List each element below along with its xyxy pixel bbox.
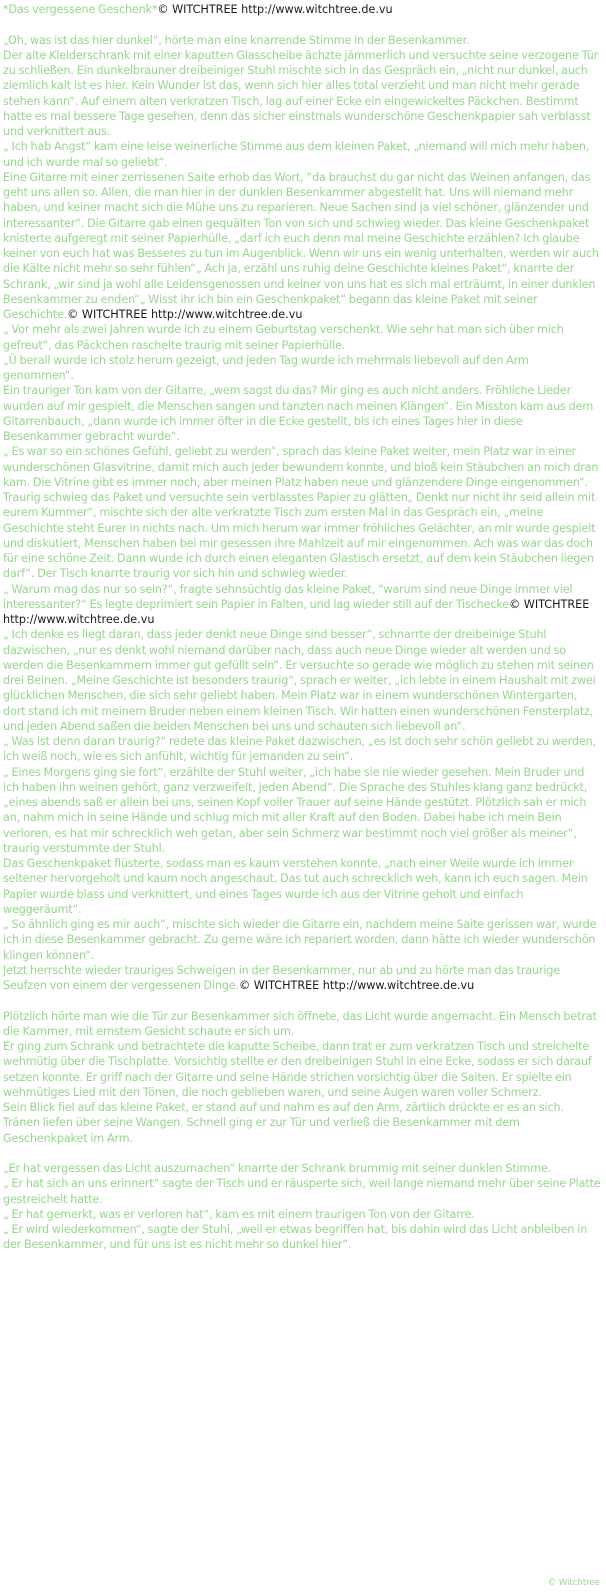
watermark: © WITCHTREE http://www.witchtree.de.vu bbox=[157, 3, 393, 16]
paragraph: „ Was ist denn daran traurig?“ redete das kleine Paket dazwischen, „es ist doch sehr schön geliebt zu werden, ich weiß noch, wie es sich anfühlt, wichtig für jemanden zu sein“. bbox=[3, 735, 596, 764]
paragraph-text: Jetzt herrschte wieder trauriges Schweigen in der Besenkammer, nur ab und zu hörte man das traurige Seufzen von einem der vergessenen Dinge. bbox=[3, 963, 561, 992]
paragraph: „Er hat vergessen das Licht auszumachen“ knarrte der Schrank brummig mit seiner dunklen Stimme. bbox=[3, 1162, 552, 1175]
paragraph: „ So ähnlich ging es mir auch“, mischte sich wieder die Gitarre ein, nachdem meine Saite gerissen war, wurde ich in diese Besenkammer gebracht. Zu gerne wäre ich repariert worden, dann hätte ich wieder wunderschön klingen können“. bbox=[3, 918, 597, 962]
paragraph: „ Vor mehr als zwei Jahren wurde ich zu einem Geburtstag verschenkt. Wie sehr hat man sich über mich gefreut“, das Päckchen raschelte traurig mit seiner Papierhülle. bbox=[3, 323, 564, 352]
paragraph: Der alte Kleiderschrank mit einer kaputten Glasscheibe ächzte jämmerlich und versuchte seine verzogene Tür zu schließen. Ein dunkelbrauner dreibeiniger Stuhl mischte sich in das Gespräch ein, „nicht nur dunkel, auch ziemlich kalt ist es hier. Kein Wunder ist das, wenn sich hier alles total verzieht und man nicht mehr gerade stehen kann“. Auf einem alten verkratzen Tisch, lag auf einer Ecke ein eingewickeltes Päckchen. Bestimmt hatte es mal bessere Tage gesehen, denn das sicher einstmals wunderschöne Geschenkpapier sah verblasst und verknittert aus. bbox=[3, 48, 599, 138]
paragraph: „ Er hat sich an uns erinnert“ sagte der Tisch und er räusperte sich, weil lange niemand mehr über seine Platte gestreichelt hatte. bbox=[3, 1177, 601, 1206]
paragraph bbox=[3, 170, 601, 323]
watermark: © WITCHTREE http://www.witchtree.de.vu bbox=[67, 308, 303, 321]
paragraph: „ Ich denke es liegt daran, dass jeder denkt neue Dinge sind besser“, schnarrte der dreibeinige Stuhl dazwischen, „nur es denkt wohl niemand darüber nach, dass auch neue Dinge wieder alt werden und so werden die Besenkammern immer gut gefüllt sein“. Er versuchte so gerade wie möglich zu stehen mit seinen drei Beinen. „Meine Geschichte ist besonders traurig“, sprach er weiter, „ich lebte in einem Haushalt mit zwei glücklichen Menschen, die sich sehr geliebt haben. Mein Platz war in einem wunderschönen Wintergarten, dort stand ich mit meinem Bruder neben einem kleinen Tisch. Wir hatten einen wunderschönen Fensterplatz, und jeden Abend saßen die beiden Menschen bei uns und schauten sich liebevoll an“. bbox=[3, 628, 596, 733]
spacer bbox=[3, 1146, 601, 1161]
paragraph: Ein trauriger Ton kam von der Gitarre, „wem sagst du das? Mir ging es auch nicht anders. Fröhliche Lieder wurden auf mir gespielt, die Menschen sangen und tanzten nach meinen Klängen“. Ein Misston kam aus dem Gitarrenbauch, „dann wurde ich immer öfter in die Ecke gestellt, bis ich eines Tages hier in diese Besenkammer gebracht wurde“. bbox=[3, 384, 594, 443]
paragraph: „Ü berall wurde ich stolz herum gezeigt, und jeden Tag wurde ich mehrmals liebevoll auf den Arm genommen“. bbox=[3, 353, 529, 382]
paragraph: „ Er hat gemerkt, was er verloren hat“, kam es mit einem traurigen Ton von der Gitarre. bbox=[3, 1207, 475, 1221]
watermark: © WITCHTREE http://www.witchtree.de.vu bbox=[3, 597, 590, 626]
paragraph: „ Er wird wiederkommen“, sagte der Stuhl, „weil er etwas begriffen hat, bis dahin wird das Licht anbleiben in der Besenkammer, und für uns ist es nicht mehr so dunkel hier“. bbox=[3, 1223, 588, 1252]
footer-copyright: © Witchtree bbox=[547, 1578, 600, 1588]
paragraph-text: „ Warum mag das nur so sein?“, fragte sehnsüchtig das kleine Paket, “warum sind neue Dinge immer viel interessanter?“ Es legte deprimiert sein Papier in Falten, und lag wieder still auf der Tischecke bbox=[3, 582, 573, 611]
paragraph: „ Es war so ein schönes Gefühl, geliebt zu werden“, sprach das kleine Paket weiter, mein Platz war in einer wunderschönen Glasvitrine, damit mich auch jeder bewundern konnte, und bloß kein Stäubchen an mich dran kam. Die Vitrine gibt es immer noch, aber meinen Platz haben neue und glänzendere Dinge eingenommen“. Traurig schwieg das Paket und versuchte sein verblasstes Papier zu glätten„ Denkt nur nicht ihr seid allein mit eurem Kummer“, mischte sich der alte verkratzte Tisch zum ersten Mal in das Gespräch ein, „meine Geschichte steht Eurer in nichts nach. Um mich herum war immer fröhliches Gelächter, an mir wurde gespielt und diskutiert, Menschen haben bei mir gesessen ihre Mahlzeit auf mir eingenommen. Ach was war das doch für eine schöne Zeit. Dann wurde ich durch einen eleganten Glastisch ersetzt, auf dem kein Stäubchen liegen darf“. Der Tisch knarrte traurig vor sich hin und schwieg wieder. bbox=[3, 445, 599, 581]
paragraph: Sein Blick fiel auf das kleine Paket, er stand auf und nahm es auf den Arm, zärtlich drückte er es an sich. Tränen liefen über seine Wangen. Schnell ging er zur Tür und verließ die Besenkammer mit dem Geschenkpaket im Arm. bbox=[3, 1101, 564, 1145]
watermark: © WITCHTREE http://www.witchtree.de.vu bbox=[239, 979, 475, 992]
paragraph: Plötzlich hörte man wie die Tür zur Besenkammer sich öffnete, das Licht wurde angemacht. Ein Mensch betrat die Kammer, mit ernstem Gesicht schaute er sich um. bbox=[3, 1009, 597, 1038]
story-title: *Das vergessene Geschenk* bbox=[3, 3, 158, 16]
paragraph bbox=[3, 963, 601, 994]
paragraph: „ Ich hab Angst“ kam eine leise weinerliche Stimme aus dem kleinen Paket, „niemand will mich mehr haben, und ich wurde mal so geliebt“. bbox=[3, 140, 590, 169]
paragraph: Er ging zum Schrank und betrachtete die kaputte Scheibe, dann trat er zum verkratzen Tisch und streichelte wehmütig über die Tischplatte. Vorsichtig stellte er den dreibeinigen Stuhl in eine Ecke, sodass er sich darauf setzen konnte. Er griff nach der Gitarre und seine Hände strichen vorsichtig über die Saiten. Er spielte ein wehmütiges Lied mit den Tönen, die noch geblieben waren, und seine Augen waren voller Schmerz. bbox=[3, 1040, 592, 1099]
paragraph-text: Eine Gitarre mit einer zerrissenen Saite erhob das Wort, “da brauchst du gar nicht das Weinen anfangen, das geht uns allen so. Allen, die man hier in der dunklen Besenkammer abgestellt hat. Uns will niemand mehr haben, und keiner macht sich die Mühe uns zu reparieren. Neue Sachen sind ja viel schöner, glänzender und interessanter“. Die Gitarre gab einen gequälten Ton von sich und schwieg wieder. Das kleine Geschenkpaket knisterte aufgeregt mit seiner Papierhülle, „darf ich euch denn mal meine Geschichte erzählen? Ich glaube keiner von euch hat was Besseres zu tun im Augenblick. Wenn wir uns ein wenig unterhalten, werden wir auch die Kälte nicht mehr so sehr fühlen“„ Ach ja, erzähl uns ruhig deine Geschichte kleines Paket“, knarrte der Schrank, „wir sind ja wohl alle Leidensgenossen und keiner von uns hat es sich mal erträumt, in einer dunklen Besenkammer zu enden“„ Wisst ihr ich bin ein Geschenkpaket“ begann das kleine Paket mit seiner Geschichte. bbox=[3, 170, 599, 321]
paragraph: „Oh, was ist das hier dunkel“, hörte man eine knarrende Stimme in der Besenkammer. bbox=[3, 33, 470, 47]
story-text bbox=[3, 2, 601, 1253]
paragraph: „ Eines Morgens ging sie fort“, erzählte der Stuhl weiter, „ich habe sie nie wieder gesehen. Mein Bruder und ich haben ihn weinen gehört, ganz verzweifelt, jeden Abend“. Die Sprache des Stuhles klang ganz bedrückt, „eines abends saß er allein bei uns, seinen Kopf voller Trauer auf seine Hände gestützt. Plötzlich sah er mich an, nahm mich in seine Hände und schlug mich mit aller Kraft auf den Boden. Dabei habe ich mein Bein verloren, es hat mir schrecklich weh getan, aber sein Schmerz war bestimmt noch viel größer als meiner“, traurig verstummte der Stuhl. bbox=[3, 765, 588, 855]
title-line bbox=[3, 2, 601, 17]
paragraph: Das Geschenkpaket flüsterte, sodass man es kaum verstehen konnte, „nach einer Weile wurde ich immer seltener hervorgeholt und kaum noch angeschaut. Das tut auch schrecklich weh, kann ich euch sagen. Mein Papier wurde blass und verknittert, und eines Tages wurde ich aus der Vitrine geholt und einfach weggeräumt“. bbox=[3, 857, 588, 916]
spacer bbox=[3, 993, 601, 1008]
spacer bbox=[3, 17, 601, 32]
paragraph bbox=[3, 582, 601, 628]
